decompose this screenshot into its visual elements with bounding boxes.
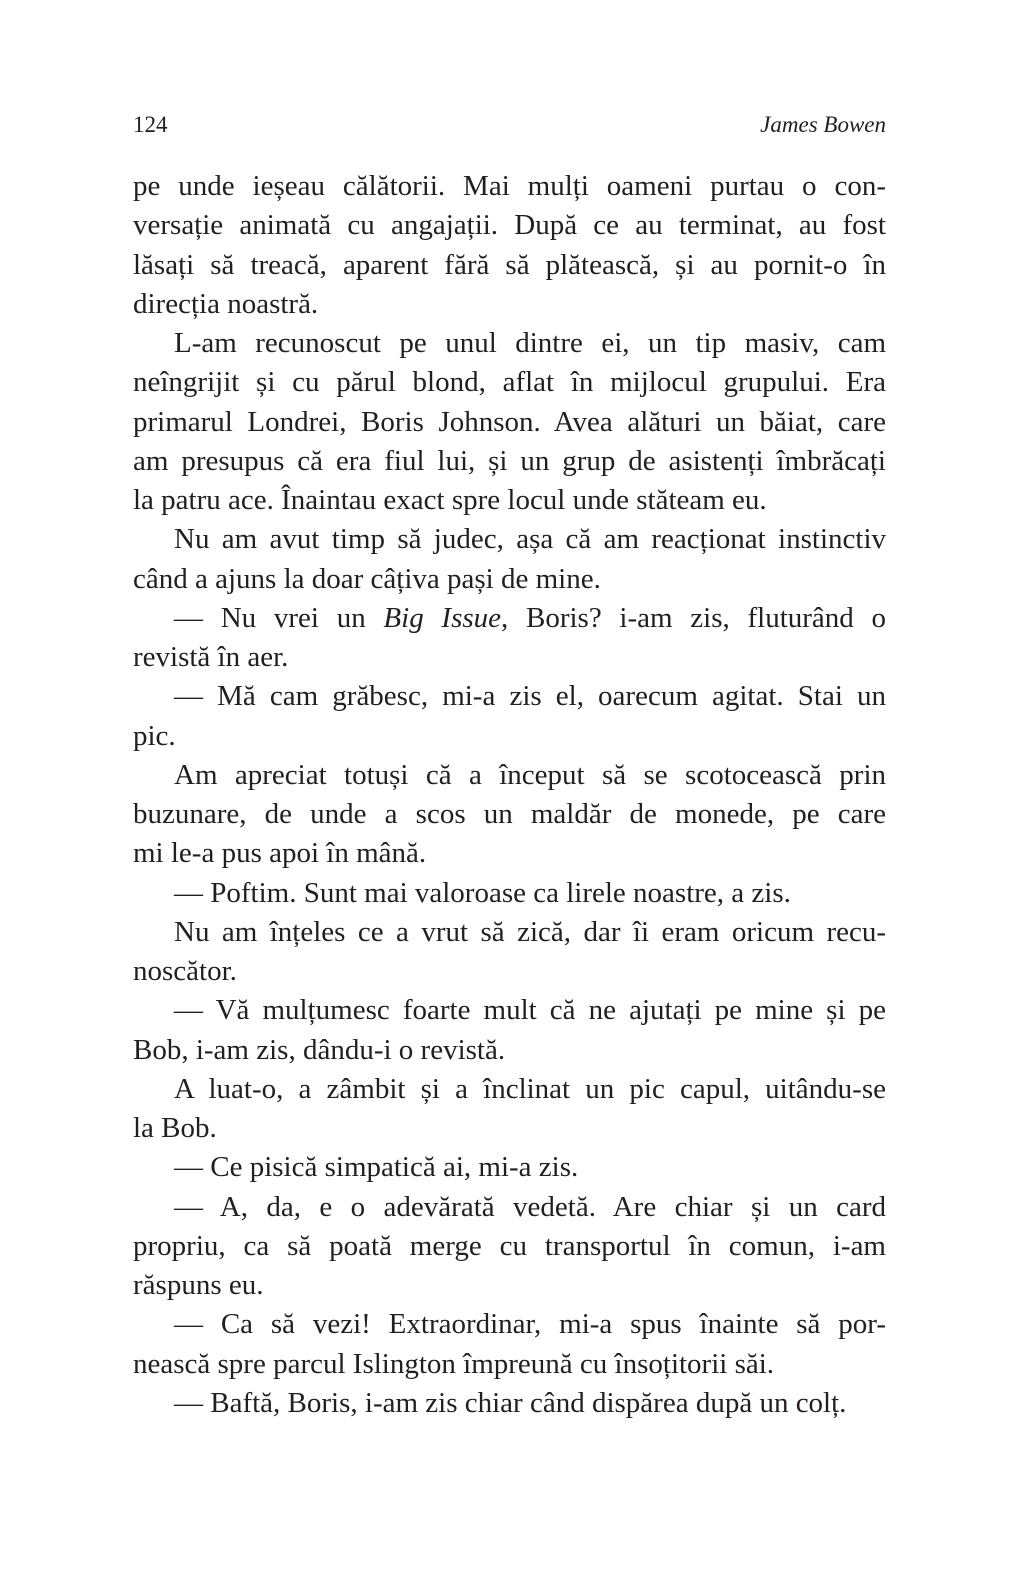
publication-title: Big Issue [383, 601, 502, 634]
text-line: când a ajuns la doar câțiva pași de mine. [133, 562, 601, 595]
text-line: Bob, i-am zis, dându-i o revistă. [133, 1033, 506, 1066]
body-text [133, 167, 886, 1423]
text-line: revistă în aer. [133, 641, 289, 673]
text-line: la patru ace. Înaintau exact spre locul unde stăteam eu. [133, 484, 767, 516]
text-segment: — Nu vrei un [174, 601, 384, 634]
text-line: primarul Londrei, Boris Johnson. Avea alături un băiat, care [133, 405, 886, 438]
text-line: Nu am înțeles ce a vrut să zică, dar îi eram oricum recu- [174, 915, 886, 948]
text-line: direcția noastră. [133, 287, 319, 320]
text-line: neîngrijit și cu părul blond, aflat în mijlocul grupului. Era [133, 366, 886, 399]
text-line: — Baftă, Boris, i-am zis chiar când dispărea după un colț. [174, 1386, 847, 1419]
text-line: răspuns eu. [133, 1269, 264, 1301]
text-segment: , Boris? i-am zis, fluturând o [501, 601, 886, 634]
text-line: mi le-a pus apoi în mână. [133, 837, 427, 870]
text-line: — Ce pisică simpatică ai, mi-a zis. [174, 1151, 579, 1184]
text-line: versație animată cu angajații. După ce au terminat, au fost [133, 209, 886, 242]
text-line: propriu, ca să poată merge cu transportul în comun, i-am [133, 1229, 886, 1262]
text-line: — Mă cam grăbesc, mi-a zis el, oarecum agitat. Stai un [174, 680, 886, 713]
text-line: Nu am avut timp să judec, așa că am reacționat instinctiv [174, 523, 886, 556]
running-head-author: James Bowen [760, 112, 886, 137]
text-line: pic. [133, 719, 176, 752]
text-line: — A, da, e o adevărată vedetă. Are chiar și un card [174, 1190, 886, 1223]
text-line: pe unde ieșeau călătorii. Mai mulți oameni purtau o con- [133, 170, 886, 202]
running-head [133, 110, 886, 140]
text-line [133, 599, 886, 638]
text-line: buzunare, de unde a scos un maldăr de monede, pe care [133, 798, 886, 830]
text-line: nească spre parcul Islington împreună cu însoțitorii săi. [133, 1347, 775, 1380]
text-line: — Ca să vezi! Extraordinar, mi-a spus înainte să por- [174, 1308, 886, 1341]
text-line: Am apreciat totuși că a început să se scotocească prin [174, 758, 886, 791]
text-line: L-am recunoscut pe unul dintre ei, un tip masiv, cam [174, 327, 886, 359]
text-line: noscător. [133, 955, 237, 987]
text-line: am presupus că era fiul lui, și un grup de asistenți îmbrăcați [133, 444, 886, 477]
text-line: — Vă mulțumesc foarte mult că ne ajutați pe mine și pe [174, 994, 886, 1027]
text-line: A luat-o, a zâmbit și a înclinat un pic capul, uitându-se [174, 1072, 886, 1105]
page-number: 124 [133, 112, 168, 137]
text-line: lăsați să treacă, aparent fără să plătească, și au pornit-o în [133, 248, 886, 281]
text-line: la Bob. [133, 1112, 217, 1144]
text-line: — Poftim. Sunt mai valoroase ca lirele noastre, a zis. [174, 876, 791, 909]
